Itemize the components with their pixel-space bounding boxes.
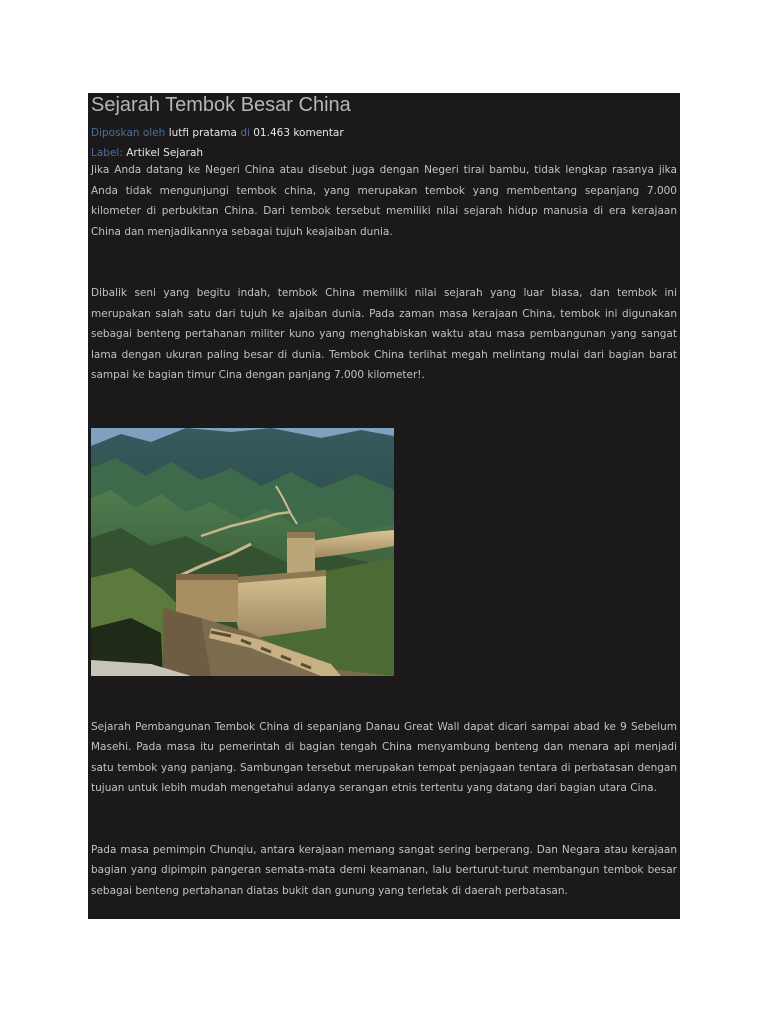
post-time-link[interactable]: 01.46 (253, 127, 284, 139)
great-wall-photo (91, 428, 394, 676)
post-paragraph: Sejarah Pembangunan Tembok China di sepanjang Danau Great Wall dapat dicari sampai abad ke 9 Sebelum Masehi. Pada masa itu pemerintah di bagian tengah China menyambung benteng dan menara api menjadi satu tembok yang panjang. Sambungan tersebut merupakan tempat penjagaan tentara di perbatasan dengan tujuan untuk lebih mudah mengetahui adanya serangan etnis tertentu yang datang dari bagian utara Cina. (91, 720, 677, 794)
category-link[interactable]: Artikel Sejarah (126, 147, 204, 159)
comment-count: 3 (283, 127, 290, 139)
comment-label: komentar (293, 127, 344, 139)
posted-by-label: Diposkan oleh (91, 127, 166, 139)
post-paragraph: Pada masa pemimpin Chunqiu, antara kerajaan memang sangat sering berperang. Dan Negara atau kerajaan bagian yang dipimpin pangeran semata-mata demi keamanan, lalu berturut-turut membangun tembok besar sebagai benteng pertahanan diatas bukit dan gunung yang terletak di daerah perbatasan. (91, 843, 677, 897)
label-label: Label: (91, 147, 123, 159)
post-paragraph: Jika Anda datang ke Negeri China atau disebut juga dengan Negeri tirai bambu, tidak lengkap rasanya jika Anda tidak mengunjungi tembok china, yang merupakan tembok yang membentang sepanjang 7.000 kilometer di perbukitan China. Dari tembok tersebut memiliki nilai sejarah hidup manusia di era kerajaan China dan menjadikannya sebagai tujuh keajaiban dunia. (91, 164, 677, 238)
blog-post (88, 93, 680, 919)
post-labels (91, 146, 677, 160)
at-label: di (240, 127, 250, 139)
author-link[interactable]: lutfi pratama (168, 127, 237, 139)
post-paragraph: Dibalik seni yang begitu indah, tembok China memiliki nilai sejarah yang luar biasa, dan tembok ini merupakan salah satu dari tujuh ke ajaiban dunia. Pada zaman masa kerajaan China, tembok ini digunakan sebagai benteng pertahanan militer kuno yang menghabiskan waktu atau masa pembangunan yang sangat lama dengan ukuran paling besar di dunia. Tembok China terlihat megah melintang mulai dari bagian barat sampai ke bagian timur Cina dengan panjang 7.000 kilometer!. (91, 287, 677, 381)
comments-link[interactable] (283, 127, 343, 139)
post-byline (91, 126, 677, 140)
post-title: Sejarah Tembok Besar China (91, 94, 351, 116)
